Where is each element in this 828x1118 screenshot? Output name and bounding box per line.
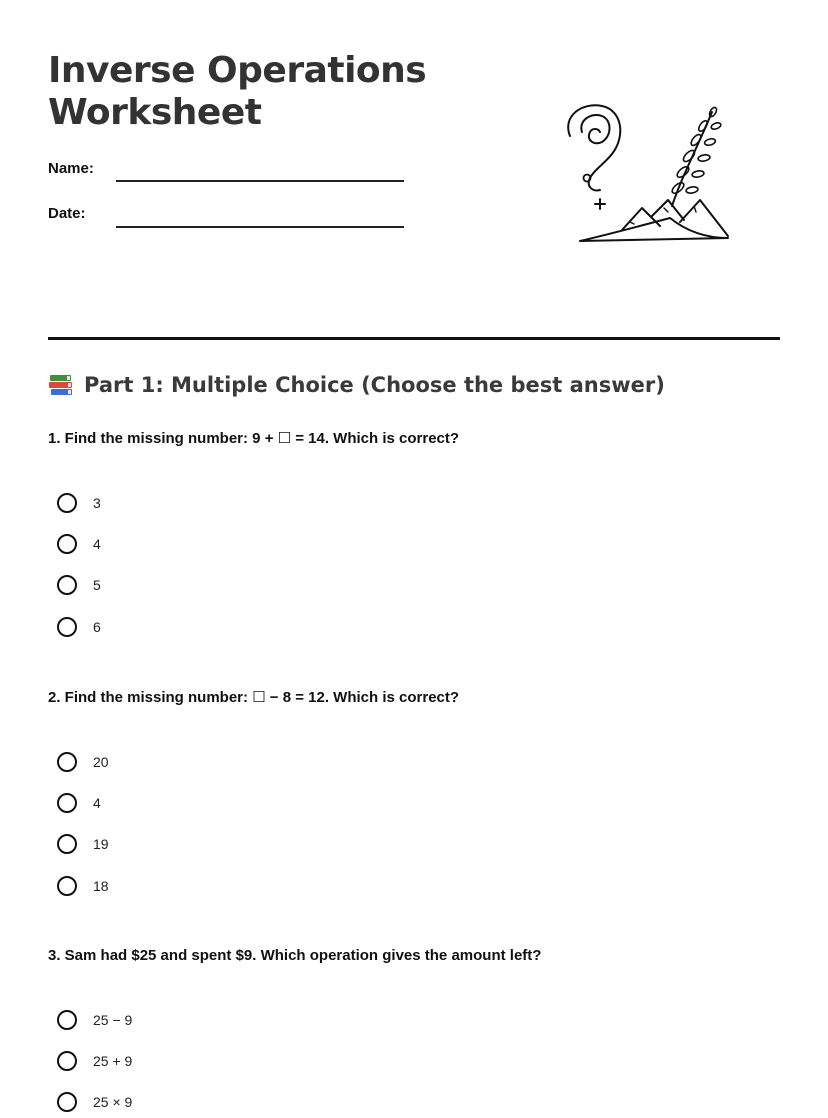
option-label: 5: [93, 577, 101, 593]
date-field[interactable]: [116, 226, 404, 228]
question-1-option-1[interactable]: [57, 490, 101, 516]
part1-heading: [48, 373, 665, 397]
radio-button[interactable]: [57, 834, 77, 854]
title-line-1: Inverse Operations: [48, 50, 427, 91]
radio-button[interactable]: [57, 617, 77, 637]
radio-button[interactable]: [57, 1010, 77, 1030]
question-3-option-3[interactable]: [57, 1089, 132, 1115]
option-label: 19: [93, 836, 109, 852]
question-1-text: 1. Find the missing number: 9 + ☐ = 14. Which is correct?: [48, 430, 460, 447]
question-mark-plant-mountains-icon: [560, 98, 735, 248]
option-label: 6: [93, 619, 101, 635]
radio-button[interactable]: [57, 1051, 77, 1071]
name-field[interactable]: [116, 180, 404, 182]
radio-button[interactable]: [57, 534, 77, 554]
option-label: 4: [93, 536, 101, 552]
radio-button[interactable]: [57, 1092, 77, 1112]
question-1-option-2[interactable]: [57, 531, 101, 557]
question-2-option-1[interactable]: [57, 749, 109, 775]
option-label: 25 × 9: [93, 1094, 133, 1110]
section-divider: [48, 337, 780, 340]
books-icon: [48, 373, 74, 397]
question-1-option-4[interactable]: [57, 614, 101, 640]
question-2-option-3[interactable]: [57, 831, 109, 857]
question-2-option-4[interactable]: [57, 873, 109, 899]
question-3-option-2[interactable]: [57, 1048, 132, 1074]
question-2-text: 2. Find the missing number: ☐ − 8 = 12. Which is correct?: [48, 689, 460, 706]
question-2-option-2[interactable]: [57, 790, 101, 816]
option-label: 18: [93, 878, 109, 894]
option-label: 4: [93, 795, 101, 811]
question-3-text: 3. Sam had $25 and spent $9. Which operation gives the amount left?: [48, 947, 542, 964]
option-label: 25 + 9: [93, 1053, 133, 1069]
question-3-option-1[interactable]: [57, 1007, 132, 1033]
radio-button[interactable]: [57, 493, 77, 513]
option-label: 20: [93, 754, 109, 770]
title-line-2: Worksheet: [48, 92, 262, 133]
option-label: 25 − 9: [93, 1012, 133, 1028]
radio-button[interactable]: [57, 575, 77, 595]
radio-button[interactable]: [57, 752, 77, 772]
question-1-option-3[interactable]: [57, 572, 101, 598]
option-label: 3: [93, 495, 101, 511]
worksheet-title: [48, 50, 426, 134]
name-label: Name:: [48, 160, 94, 177]
date-label: Date:: [48, 205, 86, 222]
radio-button[interactable]: [57, 876, 77, 896]
radio-button[interactable]: [57, 793, 77, 813]
part1-heading-text: Part 1: Multiple Choice (Choose the best answer): [84, 373, 665, 397]
